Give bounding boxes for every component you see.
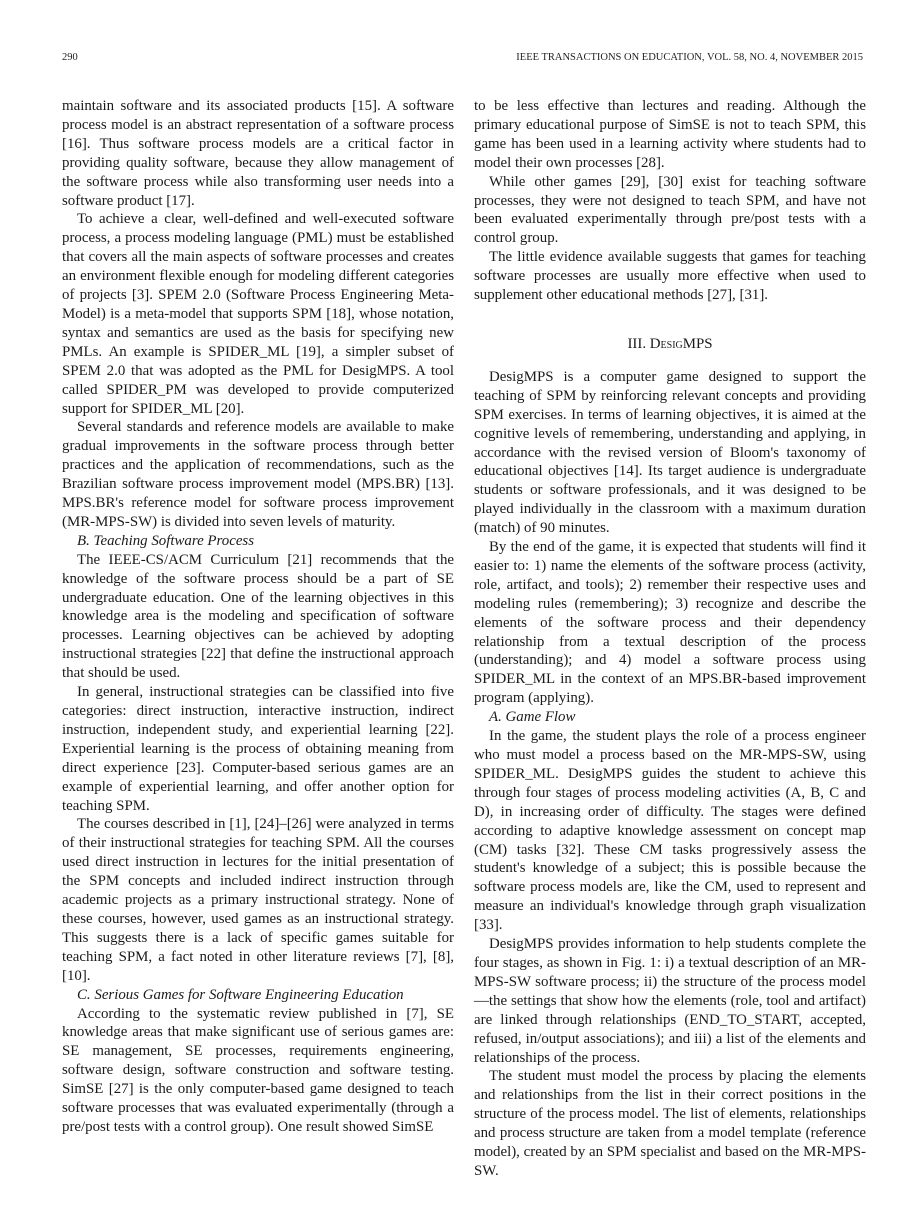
subsection-heading-b: B. Teaching Software Process	[77, 532, 255, 549]
page-number: 290	[62, 52, 78, 63]
paragraph: By the end of the game, it is expected that students will find it easier to: 1) name the elements of the software process (activity, role, artifact, and tools); 2) remember their respective uses and modeling rules (remembering); 3) recognize and describe the elements of the software process and their dependency relationship from a textual description of the process (understanding); and 4) model a software process using SPIDER_ML in the context of an MPS.BR-based improvement program (applying).	[474, 539, 866, 707]
paragraph: The IEEE-CS/ACM Curriculum [21] recommends that the knowledge of the software process should be a part of SE undergraduate education. One of the learning objectives in this knowledge area is the modeling and specification of software processes. Learning objectives can be achieved by adopting instructional strategies [22] that define the instructional approach that should be used.	[62, 551, 454, 682]
paragraph: While other games [29], [30] exist for teaching software processes, they were not designed to teach SPM, and have not been evaluated experimentally through pre/post tests with a control group.	[474, 173, 866, 247]
running-header: IEEE TRANSACTIONS ON EDUCATION, VOL. 58, NO. 4, NOVEMBER 2015	[516, 52, 863, 63]
left-column	[62, 97, 454, 1137]
subsection-heading-c: C. Serious Games for Software Engineering Education	[77, 986, 404, 1003]
paragraph: To achieve a clear, well-defined and well-executed software process, a process modeling language (PML) must be established that covers all the main aspects of software processes and creates an environment flexible enough for modeling different categories of projects [3]. SPEM 2.0 (Software Process Engineering Meta-Model) is a meta-model that supports SPM [18], whose notation, syntax and semantics are used as the basis for specifying new PMLs. An example is SPIDER_ML [19], a simpler subset of SPEM 2.0 that was adopted as the PML for DesigMPS. A tool called SPIDER_PM was developed to provide computerized support for SPIDER_ML [20].	[62, 211, 454, 417]
paragraph: maintain software and its associated products [15]. A software process model is an abstract representation of a software process [16]. Thus software process models are a critical factor in providing quality software, because they allow management of the software process while also transforming user needs into a software product [17].	[62, 98, 454, 209]
paragraph: The student must model the process by placing the elements and relationships from the list in their correct positions in the structure of the process model. The list of elements, relationships and process structure are taken from a model template (reference model), created by an SPM specialist and based on the MR-MPS-SW.	[474, 1068, 866, 1179]
paragraph: The courses described in [1], [24]–[26] were analyzed in terms of their instructional strategies for teaching SPM. All the courses used direct instruction in lectures for the initial presentation of the SPM concepts and included indirect instruction through academic projects as a primary instructional strategy. None of these courses, however, used games as an instructional strategy. This suggests there is a lack of specific games suitable for teaching SPM, a fact noted in other literature reviews [7], [8], [10].	[62, 816, 454, 984]
paragraph: to be less effective than lectures and reading. Although the primary educational purpose of SimSE is not to teach SPM, this game has been used in a learning activity where students had to model their own processes [28].	[474, 98, 866, 171]
paragraph: Several standards and reference models are available to make gradual improvements in the software process through better practices and the application of recommendations, such as the Brazilian software process improvement model (MPS.BR) [13]. MPS.BR's reference model for software process improvement (MR-MPS-SW) is divided into seven levels of maturity.	[62, 419, 454, 530]
paragraph: DesigMPS provides information to help students complete the four stages, as shown in Fig. 1: i) a textual description of an MR-MPS-SW software process; ii) the structure of the process model—the settings that show how the elements (role, tool and artifact) are linked through relationships (END_TO_START, accepted, refused, in/output associations); and iii) a list of the elements and relationships of the process.	[474, 936, 866, 1066]
paragraph: According to the systematic review published in [7], SE knowledge areas that make significant use of serious games are: SE management, SE processes, requirements engineering, software design, software construction and software testing. SimSE [27] is the only computer-based game designed to teach software processes that was evaluated experimentally (through a pre/post tests with a control group). One result showed SimSE	[62, 1005, 454, 1135]
subsection-heading-a: A. Game Flow	[489, 709, 576, 726]
section-number: III.	[627, 335, 647, 352]
section-title: DesigMPS	[649, 335, 713, 352]
paragraph: The little evidence available suggests that games for teaching software processes are usually more effective when used to supplement other educational methods [27], [31].	[474, 249, 866, 304]
section-heading	[474, 335, 866, 354]
paragraph: In general, instructional strategies can be classified into five categories: direct instruction, interactive instruction, indirect instruction, independent study, and experiential learning [22]. Experiential learning is the process of obtaining meaning from direct experience [23]. Computer-based serious games are an example of experiential learning, and offer another option for teaching SPM.	[62, 684, 454, 814]
right-column	[474, 97, 866, 1181]
paragraph: DesigMPS is a computer game designed to support the teaching of SPM by reinforcing relevant concepts and providing SPM exercises. In terms of learning objectives, it is aimed at the cognitive levels of remembering, understanding and applying, in accordance with the revised version of Bloom's taxonomy of educational objectives [14]. Its target audience is undergraduate students or software professionals, and it was designed to be played individually in the classroom with a maximum duration (match) of 90 minutes.	[474, 368, 866, 537]
paragraph: In the game, the student plays the role of a process engineer who must model a process based on the MR-MPS-SW, using SPIDER_ML. DesigMPS guides the student to achieve this through four stages of process modeling activities (A, B, C and D), in increasing order of difficulty. The stages were defined according to adaptive knowledge assessment on concept map (CM) tasks [32]. These CM tasks progressively assess the student's knowledge of a subject; this is possible because the software process models are, like the CM, used to represent and measure an individual's knowledge through graph visualization [33].	[474, 728, 866, 934]
